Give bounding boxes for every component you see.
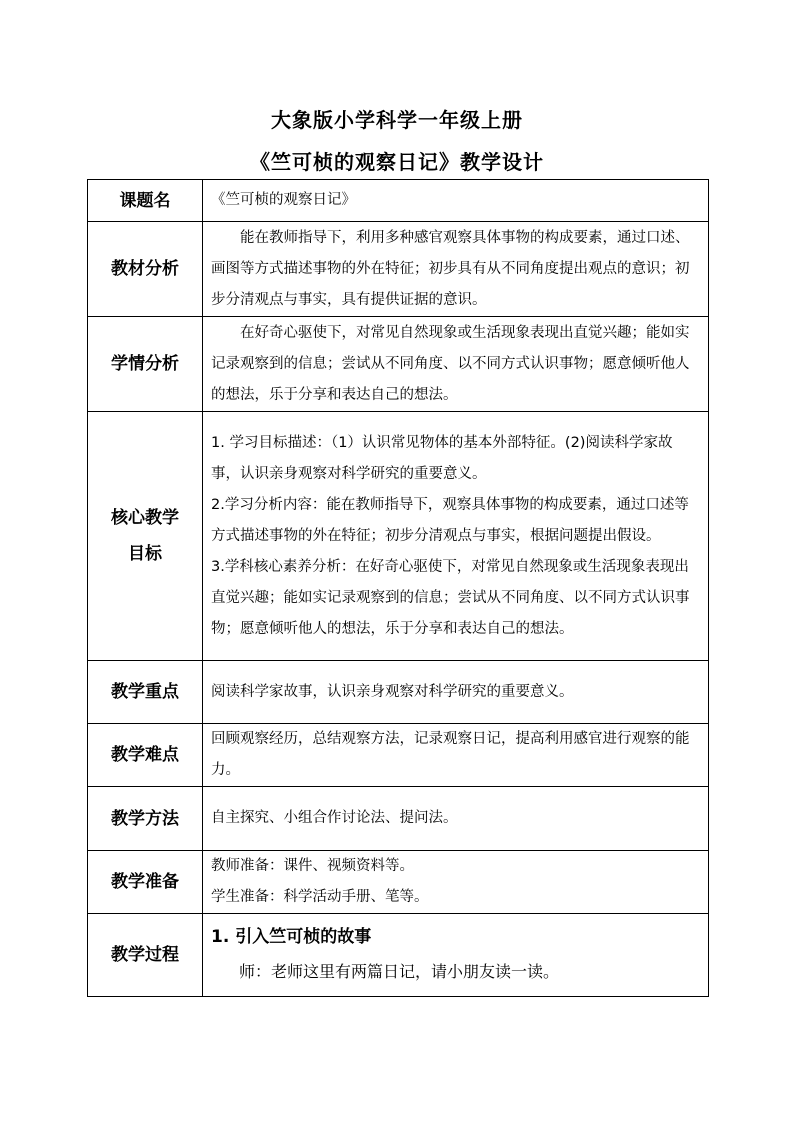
row-content-core-objectives — [203, 412, 709, 661]
row-content-preparation — [203, 851, 709, 914]
objective-item: 2.学习分析内容：能在教师指导下，观察具体事物的构成要素，通过口述等方式描述事物的外在特征；初步分清观点与事实，根据问题提出假设。 — [211, 496, 689, 544]
row-content-methods: 自主探究、小组合作讨论法、提问法。 — [203, 787, 709, 851]
row-content-student-analysis: 在好奇心驱使下，对常见自然现象或生活现象表现出直觉兴趣；能如实记录观察到的信息；尝试从不同角度、以不同方式认识事物；愿意倾听他人的想法，乐于分享和表达自己的想法。 — [203, 317, 709, 412]
row-content-key-points: 阅读科学家故事，认识亲身观察对科学研究的重要意义。 — [203, 661, 709, 724]
row-label-core-objectives — [88, 412, 203, 661]
table-row — [88, 180, 709, 222]
document-title: 大象版小学科学一年级上册 — [271, 108, 523, 132]
row-content-process — [203, 914, 709, 997]
row-label-methods: 教学方法 — [88, 787, 203, 851]
objective-item: 3.学科核心素养分析：在好奇心驱使下，对常见自然现象或生活现象表现出直觉兴趣；能如实记录观察到的信息；尝试从不同角度、以不同方式认识事物；愿意倾听他人的想法，乐于分享和表达自己的想法。 — [211, 558, 690, 637]
row-label-difficulties: 教学难点 — [88, 724, 203, 787]
row-label-key-points: 教学重点 — [88, 661, 203, 724]
objective-item: 1. 学习目标描述：（1）认识常见物体的基本外部特征。(2)阅读科学家故事，认识亲身观察对科学研究的重要意义。 — [211, 434, 673, 482]
lesson-plan-table — [87, 179, 709, 997]
table-row — [88, 412, 709, 661]
preparation-line: 教师准备：课件、视频资料等。 — [211, 858, 414, 874]
row-label-process: 教学过程 — [88, 914, 203, 997]
table-row — [88, 661, 709, 724]
row-content-material-analysis: 能在教师指导下，利用多种感官观察具体事物的构成要素，通过口述、画图等方式描述事物的外在特征；初步具有从不同角度提出观点的意识；初步分清观点与事实，具有提供证据的意识。 — [203, 222, 709, 317]
document-subtitle: 《竺可桢的观察日记》教学设计 — [250, 150, 544, 174]
row-content-topic: 《竺可桢的观察日记》 — [203, 180, 709, 222]
table-row — [88, 317, 709, 412]
label-line: 核心教学 — [111, 508, 179, 528]
table-row — [88, 222, 709, 317]
table-row — [88, 787, 709, 851]
preparation-line: 学生准备：科学活动手册、笔等。 — [211, 889, 429, 905]
table-row — [88, 724, 709, 787]
process-heading: 1. 引入竺可桢的故事 — [211, 927, 372, 947]
table-row — [88, 914, 709, 997]
row-label-topic: 课题名 — [88, 180, 203, 222]
table-row — [88, 851, 709, 914]
row-content-difficulties: 回顾观察经历，总结观察方法，记录观察日记，提高利用感官进行观察的能力。 — [203, 724, 709, 787]
row-label-preparation: 教学准备 — [88, 851, 203, 914]
process-text: 师：老师这里有两篇日记，请小朋友读一读。 — [239, 962, 560, 981]
row-label-student-analysis: 学情分析 — [88, 317, 203, 412]
label-line: 目标 — [128, 544, 162, 564]
row-label-material-analysis: 教材分析 — [88, 222, 203, 317]
